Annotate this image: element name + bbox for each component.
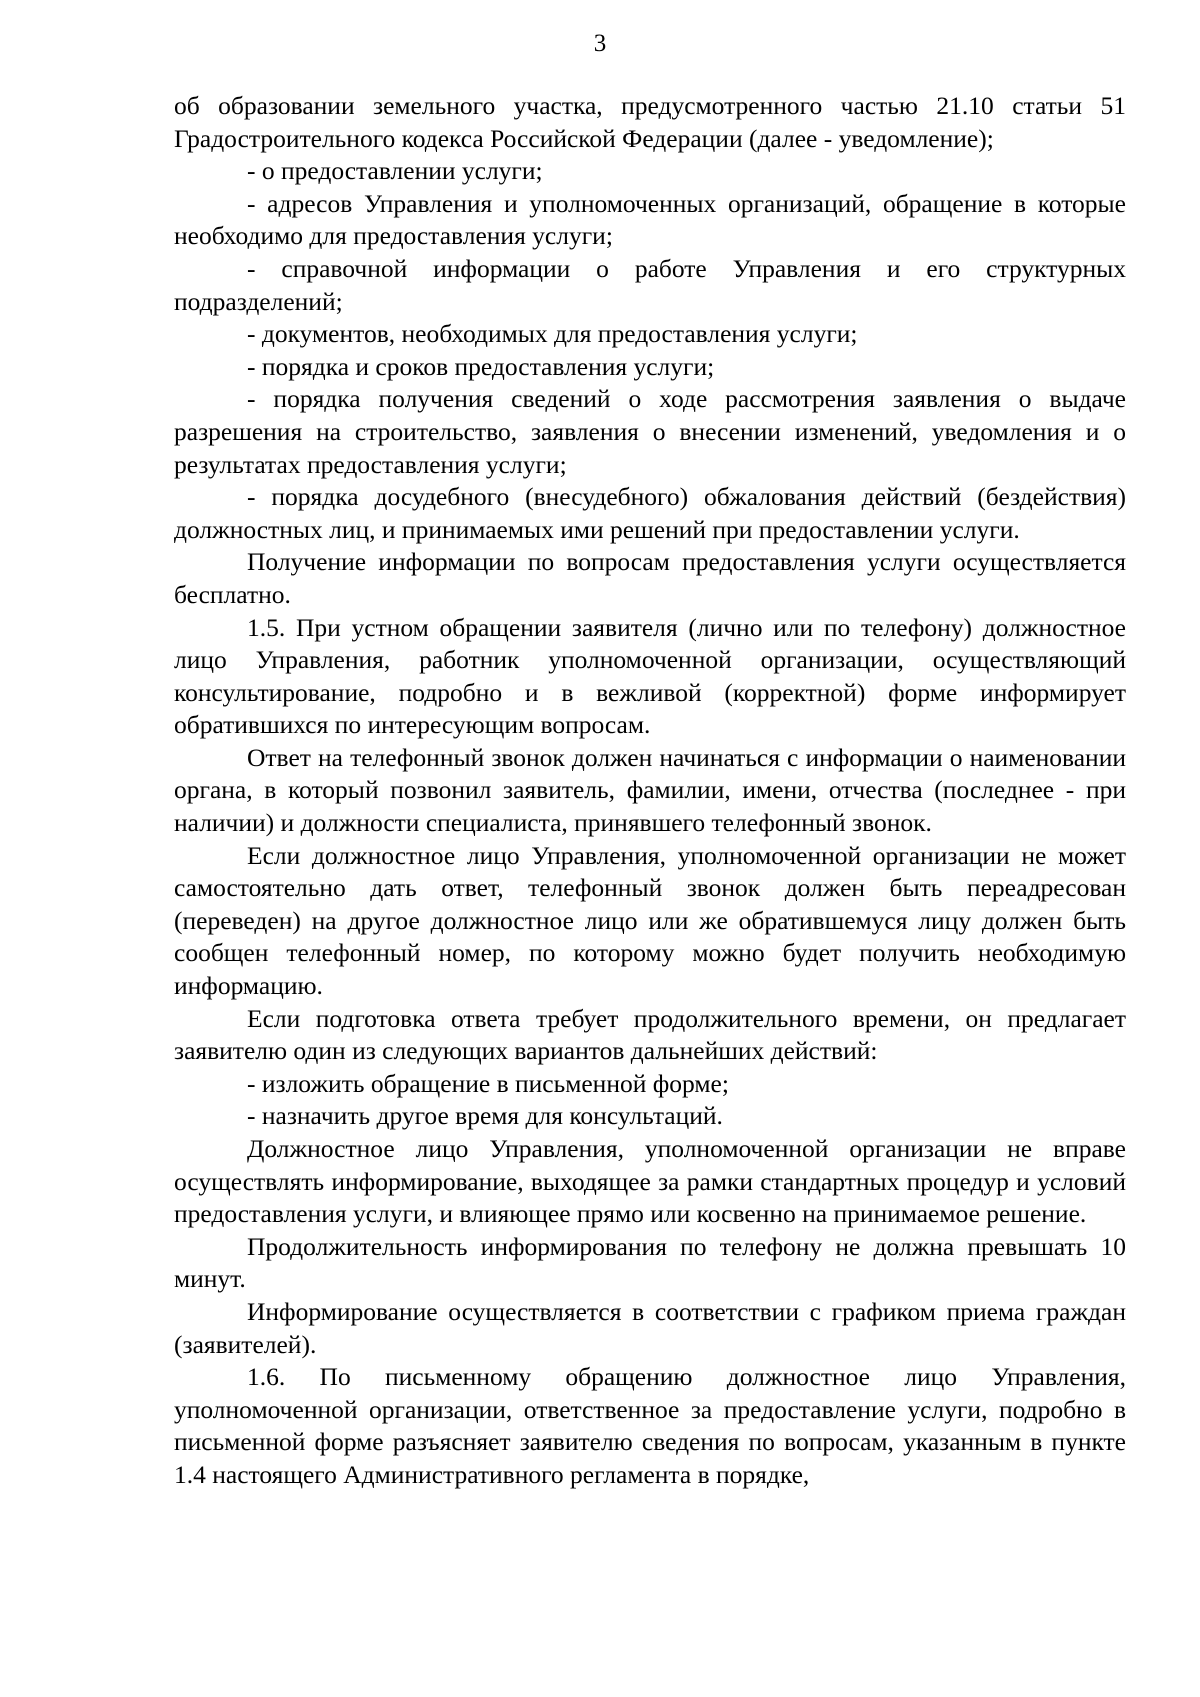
paragraph-19: 1.6. По письменному обращению должностное лицо Управления, уполномоченной организации, ответственное за предоставление услуги, подробно в письменной форме разъясняет заявителю сведения по вопросам, указанным в пункте 1.4 настоящего Административного регламента в порядке, <box>174 1362 1126 1489</box>
paragraph-15: - назначить другое время для консультаций. <box>247 1101 723 1131</box>
paragraph-17: Продолжительность информирования по телефону не должна превышать 10 минут. <box>174 1231 1126 1294</box>
page-number: 3 <box>593 30 607 57</box>
paragraph-3: - адресов Управления и уполномоченных организаций, обращение в которые необходимо для предоставления услуги; <box>174 188 1126 251</box>
paragraph-14: - изложить обращение в письменной форме; <box>247 1068 729 1098</box>
paragraph-2: - о предоставлении услуги; <box>247 156 543 186</box>
paragraph-6: - порядка и сроков предоставления услуги; <box>247 351 715 381</box>
paragraph-12: Если должностное лицо Управления, уполномоченной организации не может самостоятельно дать ответ, телефонный звонок должен быть переадресован (переведен) на другое должностное лицо или же обратившемуся лицу должен быть сообщен телефонный номер, по которому можно будет получить необходимую информацию. <box>174 840 1126 1001</box>
paragraph-18: Информирование осуществляется в соответствии с графиком приема граждан (заявителей). <box>174 1296 1126 1359</box>
paragraph-9: Получение информации по вопросам предоставления услуги осуществляется бесплатно. <box>174 547 1126 609</box>
paragraph-1: об образовании земельного участка, предусмотренного частью 21.10 статьи 51 Градостроительного кодекса Российской Федерации (далее - уведомление); <box>174 91 1126 153</box>
paragraph-10: 1.5. При устном обращении заявителя (лично или по телефону) должностное лицо Управления, работник уполномоченной организации, осуществляющий консультирование, подробно и в вежливой (корректной) форме информирует обратившихся по интересующим вопросам. <box>174 612 1126 740</box>
paragraph-11: Ответ на телефонный звонок должен начинаться с информации о наименовании органа, в который позвонил заявитель, фамилии, имени, отчества (последнее - при наличии) и должности специалиста, принявшего телефонный звонок. <box>174 742 1126 838</box>
document-body <box>174 90 1126 1492</box>
paragraph-16: Должностное лицо Управления, уполномоченной организации не вправе осуществлять информирование, выходящее за рамки стандартных процедур и условий предоставления услуги, и влияющее прямо или косвенно на принимаемое решение. <box>174 1134 1126 1229</box>
paragraph-8: - порядка досудебного (внесудебного) обжалования действий (бездействия) должностных лиц, и принимаемых ими решений при предоставлении услуги. <box>174 482 1126 544</box>
paragraph-7: - порядка получения сведений о ходе рассмотрения заявления о выдаче разрешения на строительство, заявления о внесении изменений, уведомления и о результатах предоставления услуги; <box>174 384 1126 479</box>
paragraph-5: - документов, необходимых для предоставления услуги; <box>247 319 858 349</box>
paragraph-4: - справочной информации о работе Управления и его структурных подразделений; <box>174 253 1126 316</box>
paragraph-13: Если подготовка ответа требует продолжительного времени, он предлагает заявителю один из следующих вариантов дальнейших действий: <box>174 1003 1126 1066</box>
